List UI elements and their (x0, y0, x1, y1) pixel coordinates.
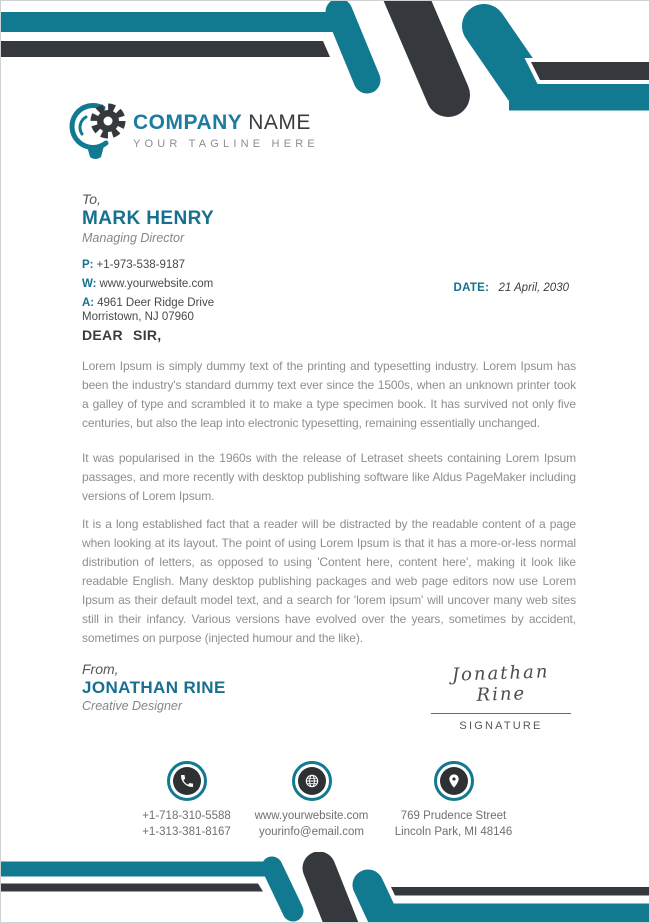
address-line2: Morristown, NJ 07960 (82, 311, 194, 323)
to-label: To, (82, 191, 101, 207)
footer-street: 769 Prudence Street (400, 810, 507, 822)
recipient-title: Managing Director (82, 231, 185, 245)
recipient-contact-rows (82, 258, 214, 324)
salutation: DEAR SIR, (82, 327, 162, 343)
paragraph-1: Lorem Ipsum is simply dummy text of the printing and typesetting industry. Lorem Ipsum has been the industry's standard dummy text ever since the 1500s, when an unknown printer took a galley of type and scrambled it to make a type specimen book. It has survived not only five centuries, but also the leap into electronic typesetting, remaining essentially unchanged. (82, 359, 576, 430)
footer-city: Lincoln Park, MI 48146 (394, 826, 513, 838)
from-label: From, (82, 661, 119, 677)
bottom-decoration (1, 852, 650, 922)
recipient-phone-row (82, 258, 214, 272)
signature-line (431, 713, 571, 714)
paragraph-2: It was popularised in the 1960s with the release of Letraset sheets containing Lorem Ipsum passages, and more recently with desktop publishing software like Aldus PageMaker including versions of Lorem Ipsum. (82, 451, 576, 503)
date-value: 21 April, 2030 (498, 282, 569, 294)
globe-icon (292, 761, 332, 801)
footer-phone-column (119, 761, 254, 840)
recipient-website-row (82, 277, 214, 291)
logo (63, 97, 319, 163)
sender-name: JONATHAN RINE (82, 678, 226, 697)
footer-phone-1: +1-718-310-5588 (142, 810, 231, 822)
recipient-name: MARK HENRY (82, 208, 215, 229)
paragraph-3: It is a long established fact that a reader will be distracted by the readable content of a page when looking at its layout. The point of using Lorem Ipsum is that it has a more-or-less normal distribution of letters, as opposed to using 'Content here, content here', making it look like readable English. Many desktop publishing packages and web page editors now use Lorem Ipsum as their default model text, and a search for 'lorem ipsum' will uncover many web sites still in their infancy. Various versions have evolved over the years, sometimes by accident, sometimes on purpose (injected humour and the like). (82, 517, 576, 645)
sender-title: Creative Designer (82, 699, 183, 713)
footer-email: yourinfo@email.com (259, 826, 364, 838)
phone-label: P: (82, 259, 94, 271)
company-name-light: NAME (248, 110, 311, 134)
recipient-address-row (82, 296, 214, 324)
lightbulb-gear-icon (63, 97, 129, 163)
footer-address-column (381, 761, 526, 840)
footer-phone-2: +1-313-381-8167 (142, 826, 231, 838)
footer-website: www.yourwebsite.com (254, 810, 369, 822)
date-row (453, 282, 569, 294)
footer-web-column (244, 761, 379, 840)
signature-script: Jonathan Rine (451, 661, 550, 706)
phone-icon (167, 761, 207, 801)
website-value: www.yourwebsite.com (99, 278, 214, 290)
company-name-bold: COMPANY (133, 110, 242, 134)
signature-block (431, 663, 571, 732)
phone-value: +1-973-538-9187 (96, 259, 186, 271)
company-tagline: YOUR TAGLINE HERE (133, 137, 319, 150)
address-line1: 4961 Deer Ridge Drive (97, 297, 215, 309)
location-icon (434, 761, 474, 801)
signature-label: SIGNATURE (459, 720, 543, 732)
date-label: DATE: (453, 282, 490, 294)
website-label: W: (82, 278, 97, 290)
sender-block (82, 661, 226, 713)
recipient-block (82, 191, 214, 329)
company-name (133, 111, 319, 135)
address-label: A: (82, 297, 95, 309)
